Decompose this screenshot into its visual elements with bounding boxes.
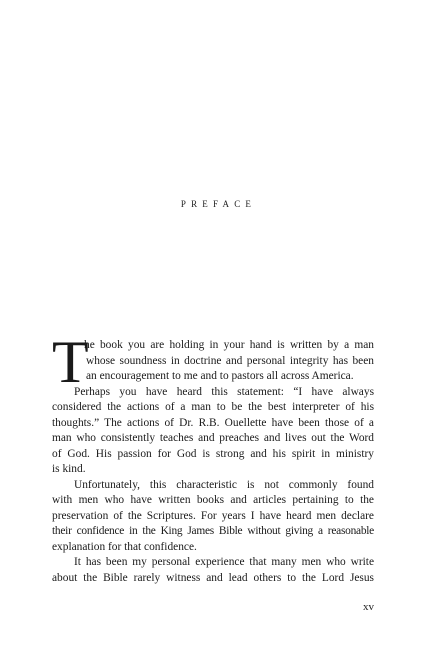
text-line: their confidence in the King James Bible without giving a reasonable [52, 525, 374, 537]
text-line: Perhaps you have heard this statement: “I have always [74, 385, 374, 398]
text-line: considered the actions of a man to be the best interpreter of his [52, 401, 374, 413]
text-line: man who consistently teaches and preaches and lives out the Word [52, 432, 374, 444]
body-text [52, 329, 374, 586]
text-line: an encouragement to me and to pastors all across America. [86, 370, 354, 382]
text-line: whose soundness in doctrine and personal integrity has been [86, 354, 374, 367]
text-line: is kind. [52, 463, 86, 475]
text-line: It has been my personal experience that many men who write [74, 556, 374, 568]
text-line: explanation for that confidence. [52, 540, 197, 553]
text-line: preservation of the Scriptures. For years I have heard men declare [52, 509, 374, 522]
drop-cap: T [52, 329, 89, 395]
paragraph-4 [52, 555, 374, 586]
text-line: thoughts.” The actions of Dr. R.B. Ouellette have been those of a [52, 416, 374, 429]
text-line: he book you are holding in your hand is written by a man [84, 339, 374, 351]
paragraph-3 [52, 478, 374, 556]
paragraph-2 [52, 385, 374, 478]
page-heading: PREFACE [180, 199, 257, 209]
text-line: of God. His passion for God is strong and his spirit in ministry [52, 447, 374, 460]
text-line: Unfortunately, this characteristic is not commonly found [74, 478, 374, 491]
text-line: with men who have written books and articles pertaining to the [52, 494, 374, 506]
page-number: xv [363, 601, 374, 613]
text-line: about the Bible rarely witness and lead others to the Lord Jesus [52, 571, 374, 584]
